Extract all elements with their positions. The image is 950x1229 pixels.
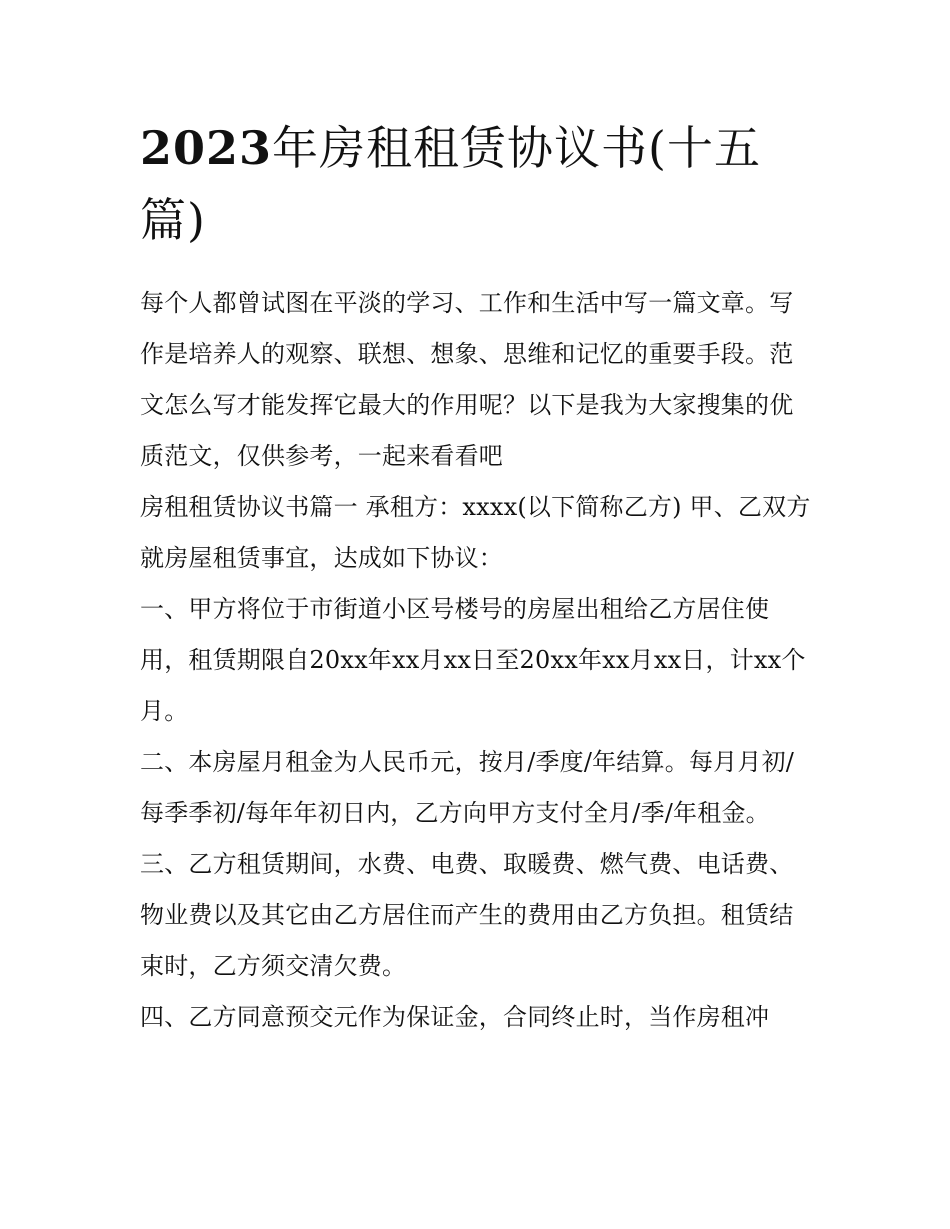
agreement-header-paragraph: 房租租赁协议书篇一 承租方：xxxx(以下简称乙方) 甲、乙双方就房屋租赁事宜，达成如下协议： [140, 493, 811, 572]
clause-1-paragraph: 一、甲方将位于市街道小区号楼号的房屋出租给乙方居住使用，租赁期限自20xx年xx月xx日至20xx年xx月xx日，计xx个月。 [140, 595, 806, 725]
clause-3-paragraph: 三、乙方租赁期间，水费、电费、取暖费、燃气费、电话费、物业费以及其它由乙方居住而产生的费用由乙方负担。租赁结束时，乙方须交清欠费。 [140, 850, 794, 980]
title-text: 年房租租赁协议书(十五篇) [140, 121, 761, 247]
document-body [140, 112, 812, 1043]
title-year: 2023 [140, 121, 273, 175]
intro-paragraph: 每个人都曾试图在平淡的学习、工作和生活中写一篇文章。写作是培养人的观察、联想、想象、思维和记忆的重要手段。范文怎么写才能发挥它最大的作用呢？以下是我为大家搜集的优质范文，仅供参考，一起来看看吧 [140, 289, 794, 470]
clause-4-paragraph: 四、乙方同意预交元作为保证金，合同终止时，当作房租冲 [140, 1003, 770, 1031]
document-title [140, 112, 812, 256]
clause-2-paragraph: 二、本房屋月租金为人民币元，按月/季度/年结算。每月月初/每季季初/每年年初日内，乙方向甲方支付全月/季/年租金。 [140, 748, 795, 827]
